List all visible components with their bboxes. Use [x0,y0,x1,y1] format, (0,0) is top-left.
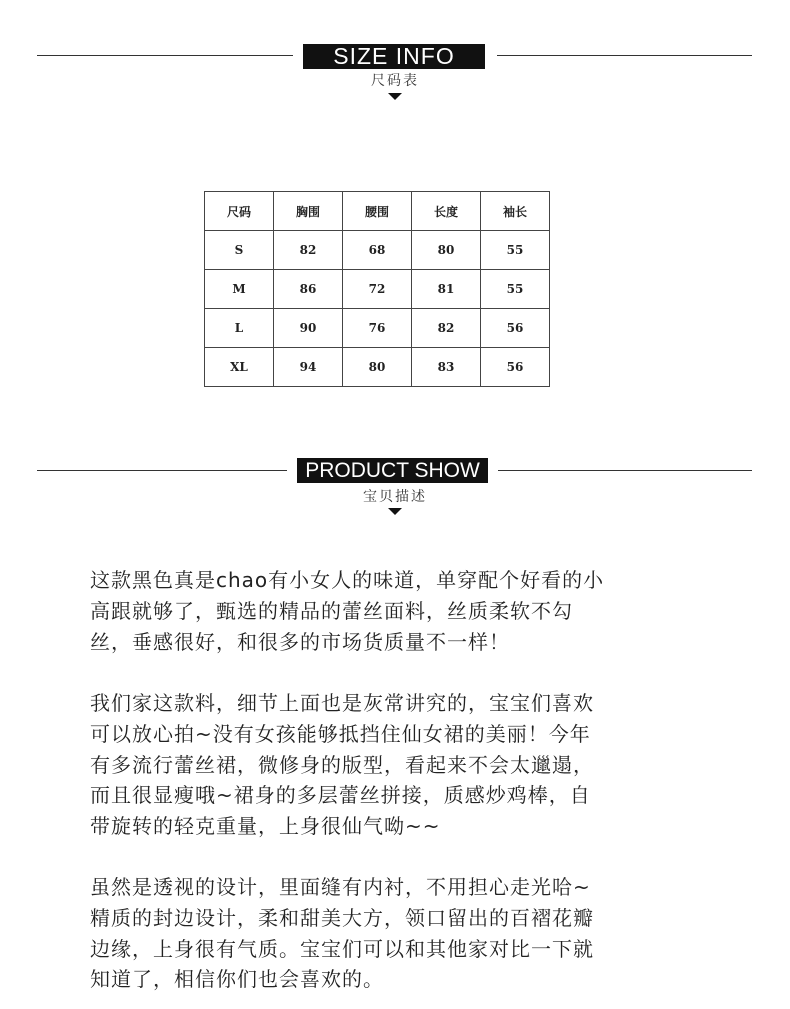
table-row [205,309,550,348]
product-show-title: PRODUCT SHOW [297,458,488,483]
divider-line [37,55,293,56]
table-header-row [205,192,550,231]
paragraph-line: 边缘，上身很有气质。宝宝们可以和其他家对比一下就 [90,936,594,961]
paragraph-line: 有多流行蕾丝裙，微修身的版型，看起来不会太邋遢， [90,752,594,777]
table-cell: 胸围 [274,192,343,231]
table-cell: 82 [274,231,343,270]
description-paragraph-3 [90,872,710,995]
paragraph-line: 带旋转的轻克重量，上身很仙气呦~~ [90,814,441,839]
table-cell: M [205,270,274,309]
paragraph-line: 精质的封边设计，柔和甜美大方，领口留出的百褶花瓣 [90,905,594,930]
paragraph-line: 这款黑色真是chao有小女人的味道，单穿配个好看的小 [90,568,605,592]
paragraph-line: 高跟就够了，甄选的精品的蕾丝面料，丝质柔软不勾 [90,598,573,623]
paragraph-line: 而且很显瘦哦~裙身的多层蕾丝拼接，质感炒鸡棒，自 [90,783,591,808]
table-cell: 80 [343,348,412,387]
table-cell: 90 [274,309,343,348]
table-cell: 80 [412,231,481,270]
description-paragraph-1 [90,565,710,657]
size-table [204,191,550,387]
table-cell: XL [205,348,274,387]
table-cell: 94 [274,348,343,387]
table-cell: L [205,309,274,348]
table-cell: 68 [343,231,412,270]
table-cell: 82 [412,309,481,348]
table-cell: 72 [343,270,412,309]
paragraph-line: 虽然是透视的设计，里面缝有内衬，不用担心走光哈~ [90,875,591,899]
description-paragraph-2 [90,688,710,842]
table-row [205,348,550,387]
size-info-subtitle: 尺码表 [371,73,419,89]
table-row [205,270,550,309]
divider-line [37,470,287,471]
table-cell: 76 [343,309,412,348]
divider-line [497,55,752,56]
paragraph-line: 我们家这款料，细节上面也是灰常讲究的，宝宝们喜欢 [90,691,594,715]
table-cell: S [205,231,274,270]
product-show-subtitle: 宝贝描述 [363,489,427,505]
table-row [205,231,550,270]
table-cell: 腰围 [343,192,412,231]
down-triangle-icon [388,508,402,515]
table-cell: 袖长 [481,192,550,231]
size-info-title: SIZE INFO [303,44,485,69]
down-triangle-icon [388,93,402,100]
paragraph-line: 丝，垂感很好，和很多的市场货质量不一样！ [90,629,510,654]
table-cell: 56 [481,309,550,348]
paragraph-line: 知道了，相信你们也会喜欢的。 [90,967,384,992]
table-cell: 55 [481,231,550,270]
divider-line [498,470,752,471]
table-cell: 55 [481,270,550,309]
table-cell: 尺码 [205,192,274,231]
table-cell: 56 [481,348,550,387]
table-cell: 81 [412,270,481,309]
paragraph-line: 可以放心拍~没有女孩能够抵挡住仙女裙的美丽！今年 [90,721,591,746]
table-cell: 长度 [412,192,481,231]
table-cell: 83 [412,348,481,387]
table-cell: 86 [274,270,343,309]
